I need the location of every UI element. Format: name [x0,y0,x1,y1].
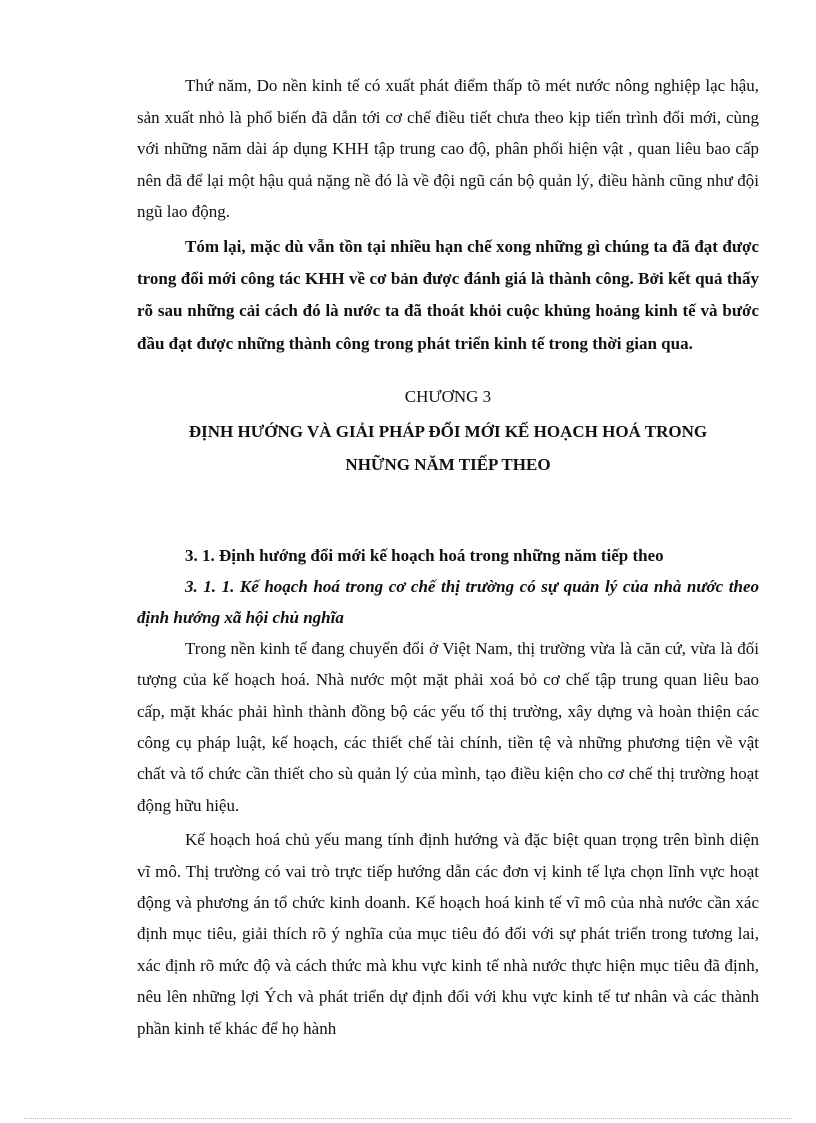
subsection-heading: 3. 1. 1. Kế hoạch hoá trong cơ chế thị trường có sự quản lý của nhà nước theo định hướng xã hội chủ nghĩa [137,576,759,627]
section-heading: 3. 1. Định hướng đổi mới kế hoạch hoá trong những năm tiếp theo [185,545,664,565]
page-bottom-divider [24,1118,792,1119]
paragraph-market-economy: Trong nền kinh tế đang chuyển đổi ở Việt Nam, thị trường vừa là căn cứ, vừa là đối tượng của kế hoạch hoá. Nhà nước một mặt phải xoá bỏ cơ chế tập trung quan liêu bao cấp, mặt khác phải hình thành đồng bộ các yếu tố thị trường, xây dựng và hoàn thiện các công cụ pháp luật, kế hoạch, các thiết chế tài chính, tiền tệ và những phương tiện về vật chất và tổ chức cần thiết cho sù quản lý của mình, tạo điều kiện cho cơ chế thị trường hoạt động hữu hiệu. [137,638,759,815]
paragraph-summary: Tóm lại, mặc dù vẫn tồn tại nhiều hạn chế xong những gì chúng ta đã đạt được trong đổi mới công tác KHH về cơ bản được đánh giá là thành công. Bởi kết quả thấy rõ sau những cải cách đó là nước ta đã thoát khỏi cuộc khủng hoảng kinh tế và bước đầu đạt được những thành công trong phát triển kinh tế trong thời gian qua. [137,236,759,353]
paragraph-planning-orientation: Kế hoạch hoá chủ yếu mang tính định hướng và đặc biệt quan trọng trên bình diện vĩ mô. Thị trường có vai trò trực tiếp hướng dẫn các đơn vị kinh tế lựa chọn lĩnh vực hoạt động và phương án tổ chức kinh doanh. Kế hoạch hoá kinh tế vĩ mô của nhà nước cần xác định mục tiêu, giải thích rõ ý nghĩa của mục tiêu đó đối với sự phát triển trong tương lai, xác định rõ mức độ và cách thức mà khu vực kinh tế nhà nước thực hiện mục tiêu đã định, nêu lên những lợi Ých và phát triển dự định đối với khu vực kinh tế tư nhân và các thành phần kinh tế khác để họ hành [137,830,759,1038]
chapter-title-line-2: NHỮNG NĂM TIẾP THEO [345,454,551,474]
chapter-label: CHƯƠNG 3 [404,386,492,406]
chapter-title [137,415,759,481]
chapter-title-line-1: ĐỊNH HƯỚNG VÀ GIẢI PHÁP ĐỔI MỚI KẾ HOẠCH HOÁ TRONG [188,421,708,441]
paragraph-fifth-point: Thứ năm, Do nền kinh tế có xuất phát điểm thấp tõ mét nước nông nghiệp lạc hậu, sản xuất nhỏ là phổ biến đã dẫn tới cơ chế điều tiết chưa theo kịp tiến trình đổi mới, cùng với những năm dài áp dụng KHH tập trung cao độ, phân phối hiện vật , quan liêu bao cấp nên đã để lại một hậu quả nặng nề đó là về đội ngũ cán bộ quản lý, điều hành cũng như đội ngũ lao động. [137,76,759,222]
page-content [137,70,759,1044]
